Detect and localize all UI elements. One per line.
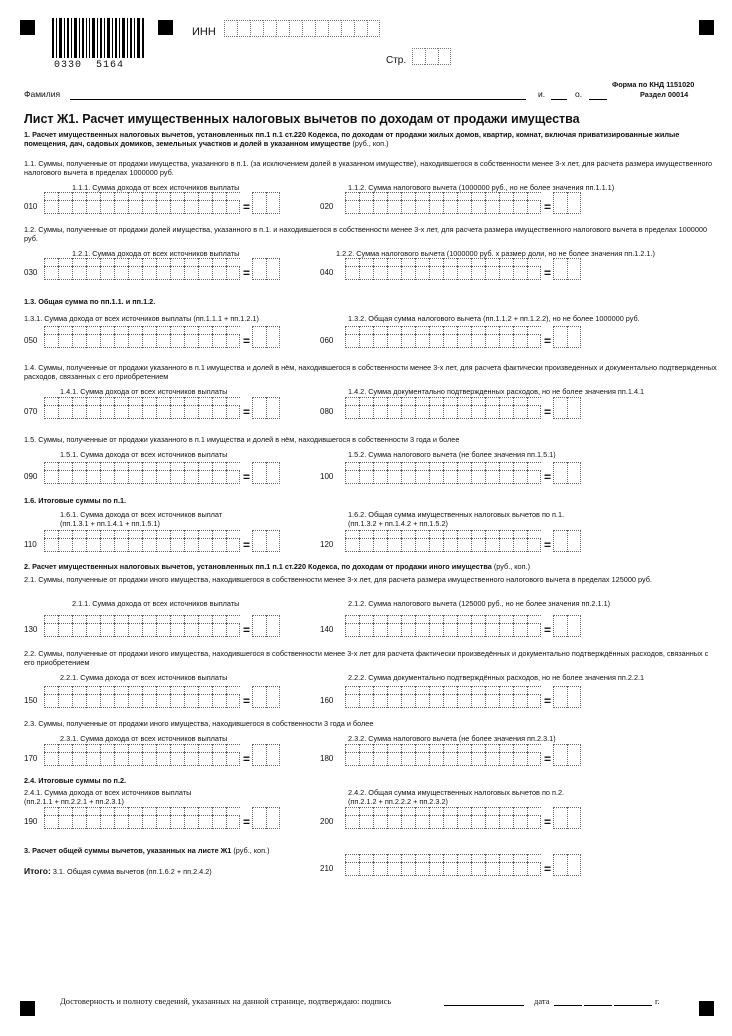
line-code-100: 100 — [320, 472, 334, 481]
s231-label: 2.3.1. Сумма дохода от всех источников выплаты — [60, 734, 228, 743]
s211-label: 2.1.1. Сумма дохода от всех источников выплаты — [72, 599, 240, 608]
part2-units: (руб., коп.) — [493, 562, 531, 571]
barcode — [52, 18, 144, 58]
decimal-separator: = — [243, 334, 251, 348]
amount-input-180[interactable] — [345, 744, 581, 766]
decimal-separator: = — [243, 200, 251, 214]
decimal-separator: = — [243, 815, 251, 829]
barcode-number: 0330 5164 — [54, 60, 125, 71]
line-code-110: 110 — [24, 540, 37, 549]
s242-label-a: 2.4.2. Общая сумма имущественных налоговых вычетов по п.2. — [348, 788, 565, 797]
line-code-210: 210 — [320, 864, 334, 873]
line-code-090: 090 — [24, 472, 38, 481]
decimal-separator: = — [544, 470, 552, 484]
s232-label: 2.3.2. Сумма налогового вычета (не более значения пп.2.3.1) — [348, 734, 556, 743]
confirm-text: Достоверность и полноту сведений, указанных на данной странице, подтверждаю: подпись — [60, 996, 392, 1006]
decimal-separator: = — [243, 266, 251, 280]
decimal-separator: = — [544, 694, 552, 708]
patronymic-initial-label: о. — [575, 89, 583, 99]
decimal-separator: = — [544, 538, 552, 552]
name-initial-label: и. — [538, 89, 546, 99]
line-code-170: 170 — [24, 754, 38, 763]
name-initial-field[interactable] — [551, 99, 567, 100]
part3-units: (руб., коп.) — [233, 846, 270, 855]
line-code-150: 150 — [24, 696, 38, 705]
s161-label-b: (пп.1.3.1 + пп.1.4.1 + пп.1.5.1) — [60, 519, 160, 528]
amount-input-050[interactable] — [44, 326, 280, 348]
signature-field[interactable] — [444, 1005, 524, 1006]
form-code: Форма по КНД 1151020 — [612, 80, 695, 89]
amount-input-100[interactable] — [345, 462, 581, 484]
s14-text: 1.4. Суммы, полученные от продажи указанного в п.1 имущества и долей в нём, находившегося в собственности менее 3-х лет, для расчета фактически произведенных и документально подтвержденных расходов, связанных с его приобретением — [24, 363, 717, 381]
decimal-separator: = — [544, 752, 552, 766]
amount-input-130[interactable] — [44, 615, 280, 637]
decimal-separator: = — [243, 694, 251, 708]
s15-text: 1.5. Суммы, полученные от продажи указанного в п.1 имущества и долей в нём, находившегося в собственности 3 года и более — [24, 435, 460, 444]
part2-title — [24, 562, 714, 571]
amount-input-030[interactable] — [44, 258, 280, 280]
total-row-label — [24, 867, 212, 876]
footer-confirm — [60, 996, 391, 1006]
date-label: дата — [534, 996, 550, 1006]
part1-title-text: 1. Расчет имущественных налоговых вычетов, установленных пп.1 п.1 ст.220 Кодекса, по доходам от продажи жилых домов, квартир, комнат, включая приватизированные жилые помещения, дач, садовых домиков, земельных участков и долей в указанном имуществе — [24, 130, 680, 148]
amount-input-070[interactable] — [44, 397, 280, 419]
part3-title — [24, 846, 270, 855]
s221-label: 2.2.1. Сумма дохода от всех источников выплаты — [60, 673, 228, 682]
page-label: Стр. — [386, 55, 407, 66]
s121-label: 1.2.1. Сумма дохода от всех источников выплаты — [72, 249, 240, 258]
barcode-image — [52, 18, 144, 58]
line-code-020: 020 — [320, 202, 334, 211]
s162-label-b: (пп.1.3.2 + пп.1.4.2 + пп.1.5.2) — [348, 519, 448, 528]
s152-label: 1.5.2. Сумма налогового вычета (не более значения пп.1.5.1) — [348, 450, 556, 459]
amount-input-080[interactable] — [345, 397, 581, 419]
amount-input-060[interactable] — [345, 326, 581, 348]
line-code-060: 060 — [320, 336, 334, 345]
amount-input-190[interactable] — [44, 807, 280, 829]
line-code-050: 050 — [24, 336, 38, 345]
amount-input-010[interactable] — [44, 192, 280, 214]
inn-label: ИНН — [192, 26, 216, 38]
page-number-input[interactable] — [412, 48, 451, 65]
part2-title-text: 2. Расчет имущественных налоговых вычетов, установленных пп.1 п.1 ст.220 Кодекса, по доходам от продажи иного имущества — [24, 562, 492, 571]
date-day-field[interactable] — [554, 1005, 582, 1006]
decimal-separator: = — [243, 538, 251, 552]
corner-marker-top-left — [20, 20, 35, 35]
decimal-separator: = — [243, 470, 251, 484]
year-suffix: г. — [655, 996, 660, 1006]
s22-text: 2.2. Суммы, полученные от продажи иного имущества, находившегося в собственности менее 3-х лет для расчета фактически произведённых и документально подтверждённых расходов, связанных с его приобретением — [24, 649, 709, 667]
line-code-010: 010 — [24, 202, 38, 211]
corner-marker-top-right — [699, 20, 714, 35]
s161-label-a: 1.6.1. Сумма дохода от всех источников выплат — [60, 510, 223, 519]
line-code-070: 070 — [24, 407, 38, 416]
corner-marker-bottom-right — [699, 1001, 714, 1016]
s23-text: 2.3. Суммы, полученные от продажи иного имущества, находившегося в собственности 3 года и более — [24, 719, 374, 728]
decimal-separator: = — [243, 623, 251, 637]
section-code: Раздел 00014 — [640, 90, 689, 99]
decimal-separator: = — [243, 752, 251, 766]
amount-input-090[interactable] — [44, 462, 280, 484]
line-code-040: 040 — [320, 268, 334, 277]
s112-label: 1.1.2. Сумма налогового вычета (1000000 руб., но не более значения пп.1.1.1) — [348, 183, 615, 192]
s24-title: 2.4. Итоговые суммы по п.2. — [24, 776, 127, 785]
s222-label: 2.2.2. Сумма документально подтверждённых расходов, но не более значения пп.2.2.1 — [348, 673, 645, 682]
s212-label: 2.1.2. Сумма налогового вычета (125000 руб., но не более значения пп.2.1.1) — [348, 599, 611, 608]
decimal-separator: = — [544, 334, 552, 348]
s241-label-a: 2.4.1. Сумма дохода от всех источников выплаты — [24, 788, 192, 797]
s241-label-b: (пп.2.1.1 + пп.2.2.1 + пп.2.3.1) — [24, 797, 124, 806]
line-code-160: 160 — [320, 696, 334, 705]
surname-field[interactable] — [70, 99, 526, 100]
surname-label: Фамилия — [24, 89, 61, 99]
amount-input-170[interactable] — [44, 744, 280, 766]
line-code-080: 080 — [320, 407, 334, 416]
decimal-separator: = — [544, 623, 552, 637]
amount-input-200[interactable] — [345, 807, 581, 829]
amount-input-040[interactable] — [345, 258, 581, 280]
s131-label: 1.3.1. Сумма дохода от всех источников выплаты (пп.1.1.1 + пп.1.2.1) — [24, 314, 259, 323]
s11-text: 1.1. Суммы, полученные от продажи имущества, указанного в п.1. (за исключением долей в указанном имуществе), находившегося в собственности менее 3-х лет, для расчета размера имущественного налогового вычета в пределах 1000000 руб. — [24, 159, 713, 177]
decimal-separator: = — [544, 862, 552, 876]
line-code-030: 030 — [24, 268, 38, 277]
amount-input-020[interactable] — [345, 192, 581, 214]
amount-input-150[interactable] — [44, 686, 280, 708]
s111-label: 1.1.1. Сумма дохода от всех источников выплаты — [72, 183, 240, 192]
decimal-separator: = — [544, 815, 552, 829]
line-code-180: 180 — [320, 754, 334, 763]
amount-input-120[interactable] — [345, 530, 581, 552]
inn-input[interactable] — [224, 20, 380, 37]
sheet-title: Лист Ж1. Расчет имущественных налоговых вычетов по доходам от продажи имущества — [24, 112, 580, 126]
line-code-190: 190 — [24, 817, 38, 826]
corner-marker-bottom-left — [20, 1001, 35, 1016]
amount-input-160[interactable] — [345, 686, 581, 708]
s31-label: 3.1. Общая сумма вычетов (пп.1.6.2 + пп.2.4.2) — [52, 867, 212, 876]
line-code-200: 200 — [320, 817, 334, 826]
s151-label: 1.5.1. Сумма дохода от всех источников выплаты — [60, 450, 228, 459]
s122-label: 1.2.2. Сумма налогового вычета (1000000 руб. х размер доли, но не более значения пп.1.2.1.) — [336, 249, 655, 258]
s242-label-b: (пп.2.1.2 + пп.2.2.2 + пп.2.3.2) — [348, 797, 448, 806]
s142-label: 1.4.2. Сумма документально подтвержденных расходов, но не более значения пп.1.4.1 — [348, 387, 645, 396]
line-code-120: 120 — [320, 540, 334, 549]
decimal-separator: = — [544, 266, 552, 280]
s12-text: 1.2. Суммы, полученные от продажи долей имущества, указанного в п.1. и находившегося в собственности менее 3-х лет, для расчета размера имущественного налогового вычета в пределах 1000000 руб. — [24, 225, 708, 243]
decimal-separator: = — [544, 405, 552, 419]
s162-label-a: 1.6.2. Общая сумма имущественных налоговых вычетов по п.1. — [348, 510, 565, 519]
decimal-separator: = — [544, 200, 552, 214]
line-code-140: 140 — [320, 625, 334, 634]
total-label: Итого: — [24, 866, 51, 876]
line-code-130: 130 — [24, 625, 38, 634]
corner-marker-top-mid — [158, 20, 173, 35]
part3-title-text: 3. Расчет общей суммы вычетов, указанных на листе Ж1 — [24, 846, 232, 855]
s13-title: 1.3. Общая сумма по пп.1.1. и пп.1.2. — [24, 297, 156, 306]
amount-input-140[interactable] — [345, 615, 581, 637]
s132-label: 1.3.2. Общая сумма налогового вычета (пп.1.1.2 + пп.1.2.2), но не более 1000000 руб. — [348, 314, 640, 323]
amount-input-210[interactable] — [345, 854, 581, 876]
date-year-field[interactable] — [614, 1005, 652, 1006]
date-month-field[interactable] — [584, 1005, 612, 1006]
part1-units: (руб., коп.) — [352, 139, 389, 148]
patronymic-initial-field[interactable] — [589, 99, 607, 100]
s141-label: 1.4.1. Сумма дохода от всех источников выплаты — [60, 387, 228, 396]
decimal-separator: = — [243, 405, 251, 419]
s21-text: 2.1. Суммы, полученные от продажи иного имущества, находившегося в собственности менее 3-х лет, для расчета размера имущественного налогового вычета в пределах 125000 руб. — [24, 575, 652, 584]
part1-title — [24, 130, 714, 148]
amount-input-110[interactable] — [44, 530, 280, 552]
s16-title: 1.6. Итоговые суммы по п.1. — [24, 496, 127, 505]
